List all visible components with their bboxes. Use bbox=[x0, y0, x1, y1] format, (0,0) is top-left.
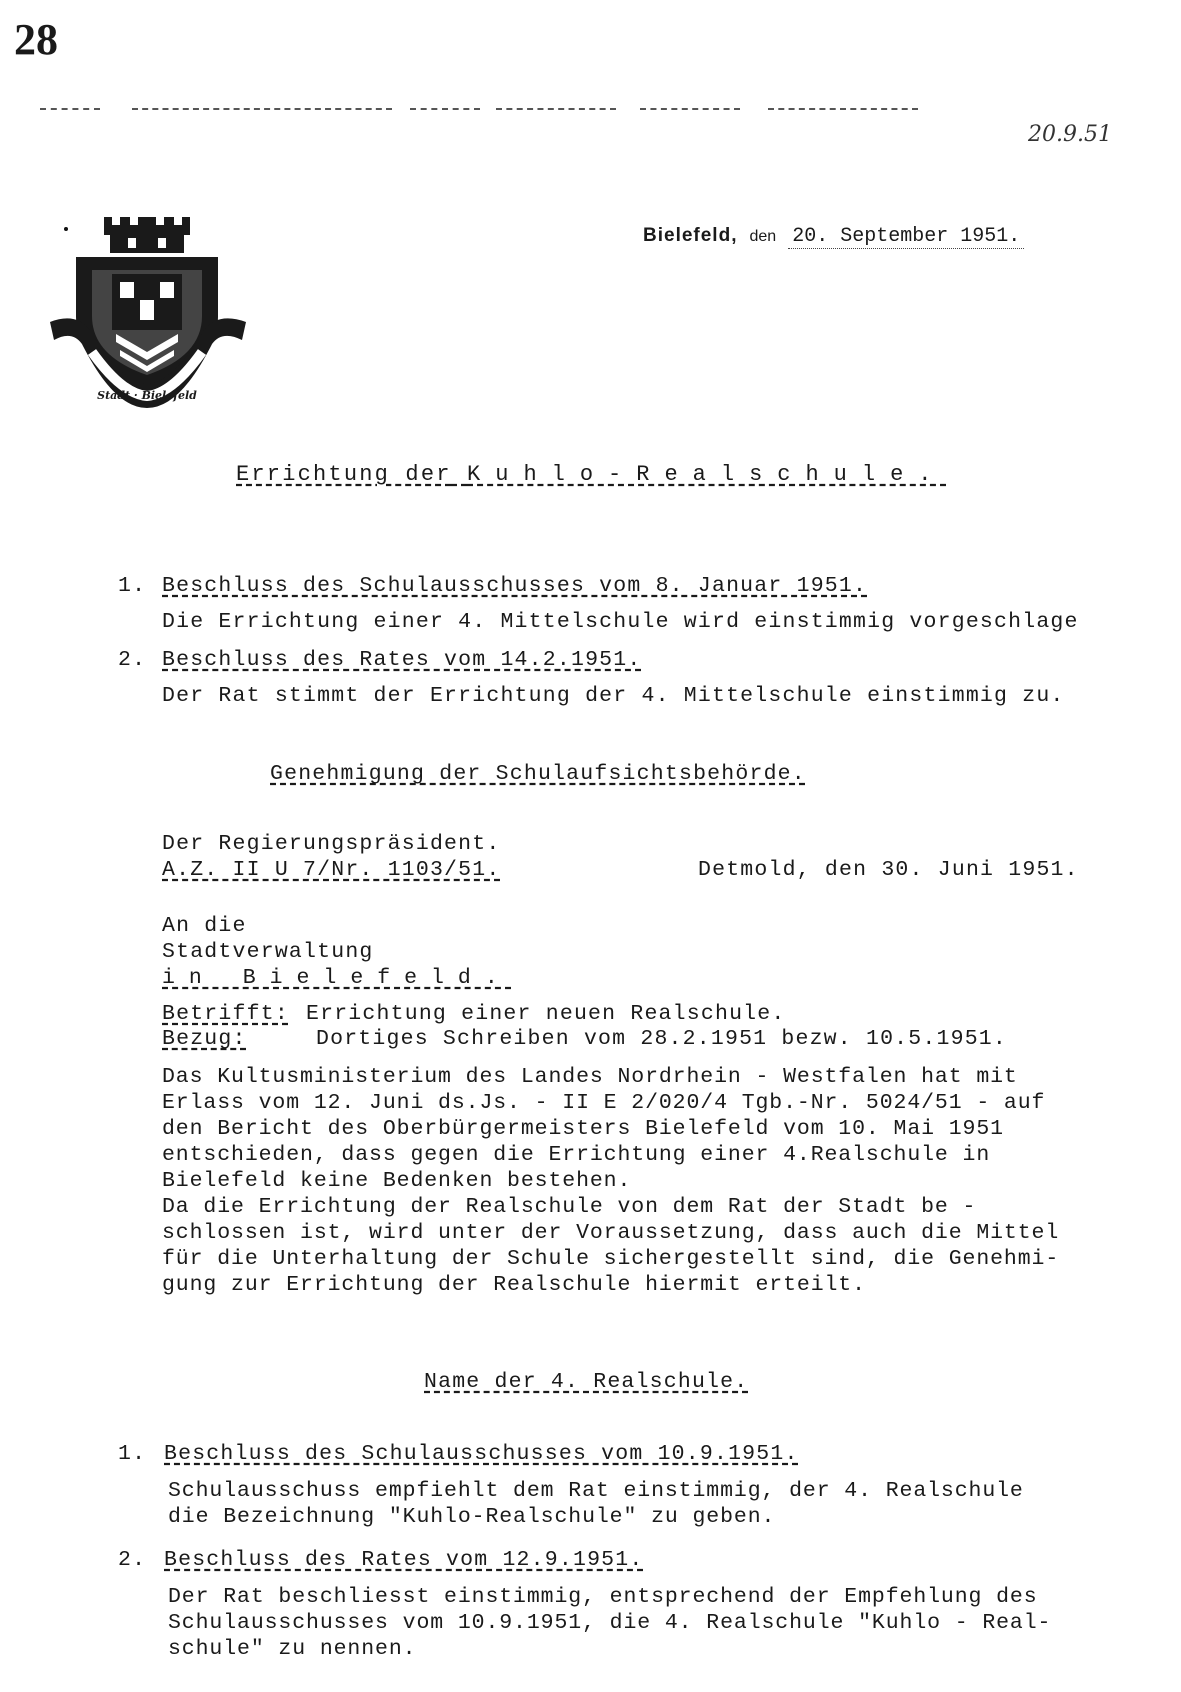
item-heading: Beschluss des Rates vom 14.2.1951. bbox=[162, 648, 642, 672]
city-crest-icon bbox=[46, 212, 252, 412]
item-heading: Beschluss des Schulausschusses vom 8. Januar 1951. bbox=[162, 574, 868, 598]
address-line: Stadtverwaltung bbox=[162, 940, 374, 964]
svg-text:Stadt · Bielefeld: Stadt · Bielefeld bbox=[97, 389, 197, 402]
item-number: 1. bbox=[118, 574, 147, 598]
body-line: Das Kultusministerium des Landes Nordrhein - Westfalen hat mit bbox=[162, 1065, 1018, 1089]
reference-number: A.Z. II U 7/Nr. 1103/51. bbox=[162, 858, 501, 882]
body-line: schlossen ist, wird unter der Voraussetzung, dass auch die Mittel bbox=[162, 1221, 1060, 1245]
reference-label: Bezug: bbox=[162, 1027, 247, 1051]
handwritten-note: 20.9.51 bbox=[1028, 122, 1112, 147]
sender: Der Regierungspräsident. bbox=[162, 832, 501, 856]
subject-text: Errichtung einer neuen Realschule. bbox=[306, 1002, 786, 1026]
body-line: Erlass vom 12. Juni ds.Js. - II E 2/020/4 Tgb.-Nr. 5024/51 - auf bbox=[162, 1091, 1046, 1115]
body-line: für die Unterhaltung der Schule sichergestellt sind, die Genehmi- bbox=[162, 1247, 1060, 1271]
header-rule bbox=[410, 108, 480, 110]
header-rule bbox=[640, 108, 740, 110]
header-rule bbox=[40, 108, 100, 110]
item-number: 2. bbox=[118, 648, 147, 672]
letterhead-date-line bbox=[643, 225, 1024, 248]
letter-body bbox=[162, 1064, 1059, 1298]
address-line: in Bielefeld. bbox=[162, 966, 512, 990]
body-line: Da die Errichtung der Realschule von dem Rat der Stadt be - bbox=[162, 1195, 977, 1219]
item-number: 1. bbox=[118, 1442, 147, 1466]
item-text: Der Rat beschliesst einstimmig, entsprechend der Empfehlung des Schulausschusses vom 10.9.1951, die 4. Realschule "Kuhlo - Real- schule" zu nennen. bbox=[168, 1585, 1052, 1661]
letterhead-city: Bielefeld, bbox=[643, 225, 738, 246]
header-rule bbox=[768, 108, 918, 110]
header-rule bbox=[496, 108, 616, 110]
item-number: 2. bbox=[118, 1548, 147, 1572]
item-heading: Beschluss des Schulausschusses vom 10.9.1951. bbox=[164, 1442, 799, 1466]
body-line: Bielefeld keine Bedenken bestehen. bbox=[162, 1169, 632, 1193]
address-line: An die bbox=[162, 914, 247, 938]
document-title: Errichtung der Kuhlo-Realschule. bbox=[236, 462, 947, 487]
body-line: den Bericht des Oberbürgermeisters Bielefeld vom 10. Mai 1951 bbox=[162, 1117, 1004, 1141]
subject-label: Betrifft: bbox=[162, 1002, 289, 1026]
section-heading: Name der 4. Realschule. bbox=[424, 1370, 749, 1394]
item-text: Schulausschuss empfiehlt dem Rat einstimmig, der 4. Realschule die Bezeichnung "Kuhlo-Realschule" zu geben. bbox=[168, 1479, 1024, 1529]
place-date: Detmold, den 30. Juni 1951. bbox=[698, 858, 1079, 882]
letterhead-date: 20. September 1951. bbox=[788, 225, 1024, 249]
item-text: Der Rat stimmt der Errichtung der 4. Mittelschule einstimmig zu. bbox=[162, 684, 1065, 708]
body-line: entschieden, dass gegen die Errichtung einer 4.Realschule in bbox=[162, 1143, 991, 1167]
item-text: Die Errichtung einer 4. Mittelschule wird einstimmig vorgeschlage bbox=[162, 610, 1079, 634]
header-rule bbox=[132, 108, 392, 110]
body-line: gung zur Errichtung der Realschule hiermit erteilt. bbox=[162, 1273, 866, 1297]
page-number: 28 bbox=[14, 15, 58, 64]
section-heading: Genehmigung der Schulaufsichtsbehörde. bbox=[270, 762, 806, 786]
reference-text: Dortiges Schreiben vom 28.2.1951 bezw. 10.5.1951. bbox=[316, 1027, 1008, 1051]
item-heading: Beschluss des Rates vom 12.9.1951. bbox=[164, 1548, 644, 1572]
letterhead-den: den bbox=[749, 228, 777, 245]
